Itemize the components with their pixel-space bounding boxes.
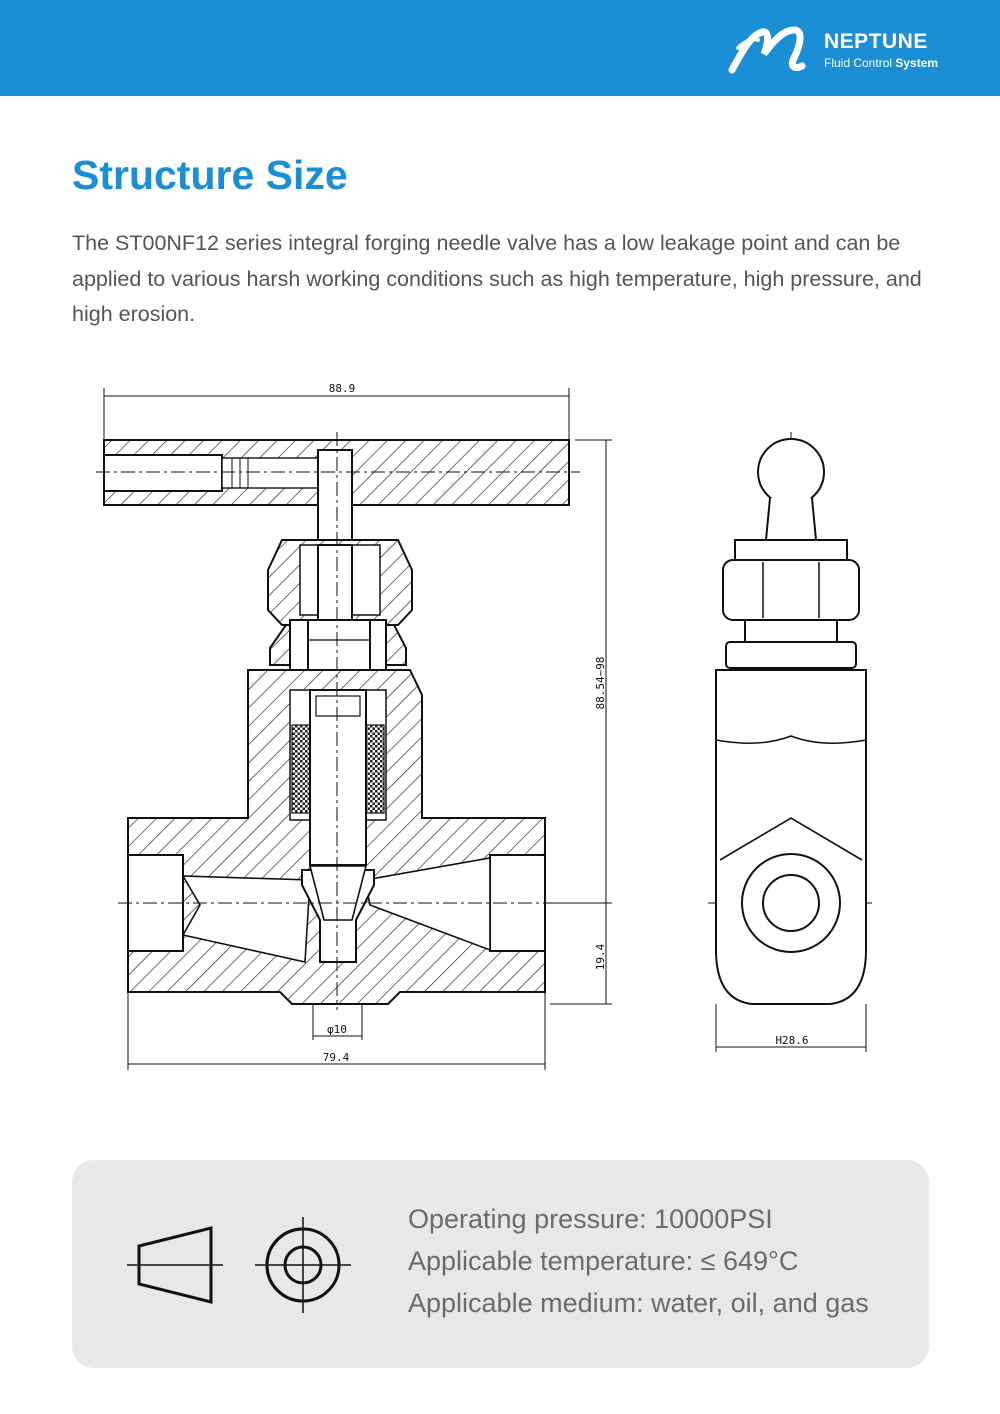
- side-view: [716, 439, 866, 1004]
- page-title: Structure Size: [72, 152, 348, 198]
- first-angle-projection-circles-icon: [242, 1160, 362, 1368]
- brand-tagline: Fluid Control System: [824, 56, 939, 70]
- spec-applicable-medium: Applicable medium: water, oil, and gas: [408, 1288, 869, 1318]
- brand-name: NEPTUNE: [824, 30, 928, 53]
- first-angle-projection-cone-icon: [127, 1228, 223, 1302]
- dim-height: 88.54~98: [594, 656, 607, 710]
- product-description: The ST00NF12 series integral forging needle valve has a low leakage point and can be applied to various harsh working conditions such as high temperature, high pressure, and high erosion.: [72, 231, 922, 326]
- spec-applicable-temperature: Applicable temperature: ≤ 649°C: [408, 1246, 799, 1276]
- dim-handle-width: 88.9: [328, 382, 356, 395]
- dim-body-length: 79.4: [322, 1051, 350, 1064]
- dim-bore: φ10: [327, 1023, 347, 1036]
- dim-bottom-height: 19.4: [594, 943, 607, 971]
- spec-operating-pressure: Operating pressure: 10000PSI: [408, 1204, 773, 1234]
- spec-panel: [72, 1160, 929, 1368]
- dim-hex-size: H28.6: [775, 1034, 809, 1047]
